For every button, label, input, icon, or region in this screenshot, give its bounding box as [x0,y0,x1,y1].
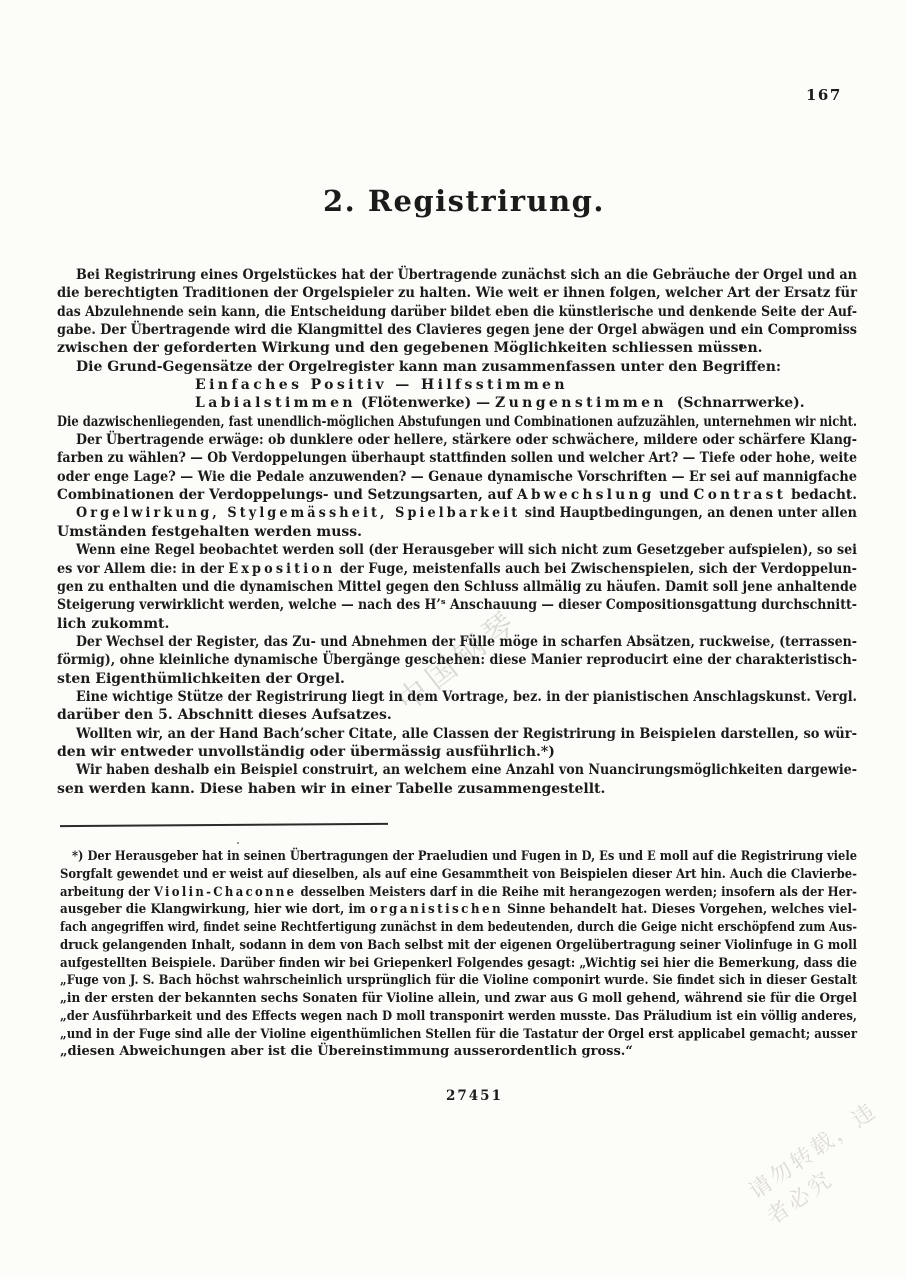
text-segment: *) Der Herausgeber hat in seinen Übertragungen der Praeludien und Fugen in D, Es und E moll auf die Registrirung viele [72,849,857,864]
text-segment: oder enge Lage? — Wie die Pedale anzuwenden? — Genaue dynamische Vorschriften — Er sei auf mannigfache [57,468,857,485]
emphasized-text: Exposition [228,560,336,577]
text-line [57,303,857,321]
text-line [57,688,857,706]
text-segment: aufgestellten Beispiele. Darüber finden wir bei Griepenkerl Folgendes gesagt: „Wichtig sei hier die Bemerkung, dass die [60,955,857,971]
text-segment: die berechtigten Traditionen der Orgelspieler zu halten. Wie weit er ihnen folgen, welcher Art der Ersatz für [57,285,857,302]
text-line [57,321,857,339]
text-line [60,955,857,973]
text-segment: sen werden kann. Diese haben wir in einer Tabelle zusammengestellt. [57,780,606,797]
text-line [60,1008,857,1026]
text-line [60,848,857,866]
text-line [57,468,857,486]
text-segment: den wir entweder unvollständig oder übermässig ausführlich.*) [57,743,555,760]
text-segment: Wenn eine Regel beobachtet werden soll (der Herausgeber will sich nicht zum Gesetzgeber aufspielen), so sei [76,542,857,559]
text-line [57,633,857,651]
text-line [57,560,857,578]
text-line [60,1026,857,1044]
text-line [60,866,857,884]
text-line [57,651,857,669]
text-segment: und [654,487,694,504]
plate-number: 27451 [446,1088,503,1104]
text-segment: Der Wechsel der Register, das Zu- und Abnehmen der Fülle möge in scharfen Absätzen, ruckweise, (terrassen- [76,633,857,650]
text-line [57,339,857,357]
text-segment: darüber den 5. Abschnitt dieses Aufsatzes. [57,707,392,724]
text-segment: Wollten wir, an der Hand Bach’scher Citate, alle Classen der Registrirung in Beispielen darstellen, so wür- [76,725,857,742]
section-title: 2. Registrirung. [322,184,606,218]
text-segment: „in der ersten der bekannten sechs Sonaten für Violine allein, und zwar aus G moll gehend, während sie für die Orgel [60,991,857,1006]
text-line [60,972,857,990]
text-segment: „der Ausführbarkeit und des Effects wegen nach D moll transponirt werden musste. Das Präludium ist ein völlig anderes, [60,1008,857,1024]
text-segment: (Schnarrwerke). [667,395,805,412]
text-segment: sind Hauptbedingungen, an denen unter allen [520,505,857,522]
text-segment: fach angegriffen wird, findet seine Rechtfertigung zunächst in dem bedeutenden, durch die Geige nicht erschöpfend zum Aus- [60,920,857,935]
emphasized-text: Contrast [693,487,787,504]
text-line [57,541,857,559]
text-line [57,431,857,449]
text-segment: Umständen festgehalten werden muss. [57,523,363,540]
text-segment: ausgeber die Klangwirkung, hier wie dort, im [60,902,370,918]
emphasized-text: organistischen [369,902,504,918]
text-segment: gabe. Der Übertragende wird die Klangmittel des Clavieres gegen jene der Orgel abwägen und ein Compromiss [57,322,857,339]
text-segment: Die dazwischenliegenden, fast unendlich-möglichen Abstufungen und Combinationen aufzuzählen, unternehmen wir nicht. [57,413,857,430]
text-segment: förmig), ohne kleinliche dynamische Übergänge geschehen: diese Manier reproducirt eine der charakteristisch- [57,652,857,669]
text-line [57,504,857,522]
watermark-corner: 请勿转载，违者必究 [744,1098,883,1230]
text-line [57,725,857,743]
text-line [57,743,857,761]
emphasized-text: Orgelwirkung, Stylgemässheit, Spielbarkeit [76,505,521,522]
text-segment: farben zu wählen? — Ob Verdoppelungen überhaupt stattfinden sollen und welcher Art? — Tiefe oder hohe, weite [57,450,857,467]
text-segment: (Flötenwerke) — [356,395,495,412]
text-segment: Wir haben deshalb ein Beispiel construirt, an welchem eine Anzahl von Nuancirungsmöglichkeiten dargewie- [76,762,857,779]
text-segment: bedacht. [786,487,857,504]
text-line [57,413,857,431]
text-line [57,266,857,284]
text-segment: „Fuge von J. S. Bach höchst wahrscheinlich ursprünglich für die Violine componirt wurde. Sie findet sich in dieser Gestalt [60,973,857,989]
footnote-rule [60,823,388,827]
text-segment: „und in der Fuge sind alle der Violine eigenthümlichen Stellen für die Tastatur der Orgel erst applicabel gemacht; ausser [60,1026,857,1042]
emphasized-text: Zungenstimmen [494,395,668,412]
ink-speck [237,842,239,844]
text-line [57,670,857,688]
text-segment: „diesen Abweichungen aber ist die Übereinstimmung ausserordentlich gross.“ [60,1044,633,1060]
text-segment: Bei Registrirung eines Orgelstückes hat der Übertragende zunächst sich an die Gebräuche der Orgel und an [76,267,857,283]
text-line [57,780,857,798]
page-number: 167 [806,86,842,104]
text-segment: Die Grund-Gegensätze der Orgelregister kann man zusammenfassen unter den Begriffen: [76,358,782,375]
text-line [57,615,857,633]
text-line [57,376,857,394]
text-segment: druck gelangenden Inhalt, sodann in dem von Bach selbst mit der eigenen Orgelübertragung seiner Violinfuge in G moll [60,937,857,953]
footnote-block [60,848,857,1061]
text-line [57,449,857,467]
text-segment: Steigerung verwirklicht werden, welche — nach des H’ˢ Anschauung — dieser Compositionsgattung durchschnitt- [57,597,857,614]
text-line [60,901,857,919]
text-line [60,990,857,1008]
text-line [57,706,857,724]
text-segment: Sorgfalt gewendet und er weist auf dieselben, als auf eine Gesammtheit von Beispielen dieser Art hin. Auch die Clavierbe- [60,866,857,882]
text-line [57,284,857,302]
emphasized-text: Violin-Chaconne [153,884,297,900]
text-segment: desselben Meisters darf in die Reihe mit herangezogen werden; insofern als der Her- [296,884,857,900]
text-segment: Combinationen der Verdoppelungs- und Setzungsarten, auf [57,487,518,504]
text-segment: Eine wichtige Stütze der Registrirung liegt in dem Vortrage, bez. in der pianistischen Anschlagskunst. Vergl. [76,688,857,705]
text-line [57,486,857,504]
text-segment: lich zukommt. [57,615,170,632]
text-line [60,1043,857,1061]
text-line [57,523,857,541]
text-line [60,919,857,937]
text-segment: Sinne behandelt hat. Dieses Vorgehen, welches viel- [503,902,857,918]
text-line [60,884,857,902]
emphasized-text: Labialstimmen [195,395,356,412]
text-segment: Der Übertragende erwäge: ob dunklere oder hellere, stärkere oder schwächere, mildere oder schärfere Klang- [76,432,857,449]
text-segment: gen zu enthalten und die dynamischen Mittel gegen den Schluss allmälig zu häufen. Damit soll jene anhaltende [57,578,857,595]
text-segment: sten Eigenthümlichkeiten der Orgel. [57,670,345,687]
main-text-block [57,266,857,798]
text-line [57,596,857,614]
text-segment: der Fuge, meistenfalls auch bei Zwischenspielen, sich der Verdoppelun- [335,560,857,577]
text-line [60,937,857,955]
text-line [57,394,857,412]
text-line [57,761,857,779]
watermark-center: 中国钢琴 [390,602,526,719]
text-line [57,358,857,376]
text-segment: es vor Allem die: in der [57,560,229,577]
emphasized-text: Einfaches Positiv — Hilfsstimmen [195,377,568,394]
emphasized-text: Abwechslung [517,487,655,504]
text-segment: das Abzulehnende sein kann, die Entscheidung darüber bildet eben die künstlerische und denkende Seite der Auf- [57,303,857,320]
text-line [57,578,857,596]
text-segment: arbeitung der [60,884,154,900]
text-segment: zwischen der geforderten Wirkung und den gegebenen Möglichkeiten schliessen müssen. [57,340,763,357]
